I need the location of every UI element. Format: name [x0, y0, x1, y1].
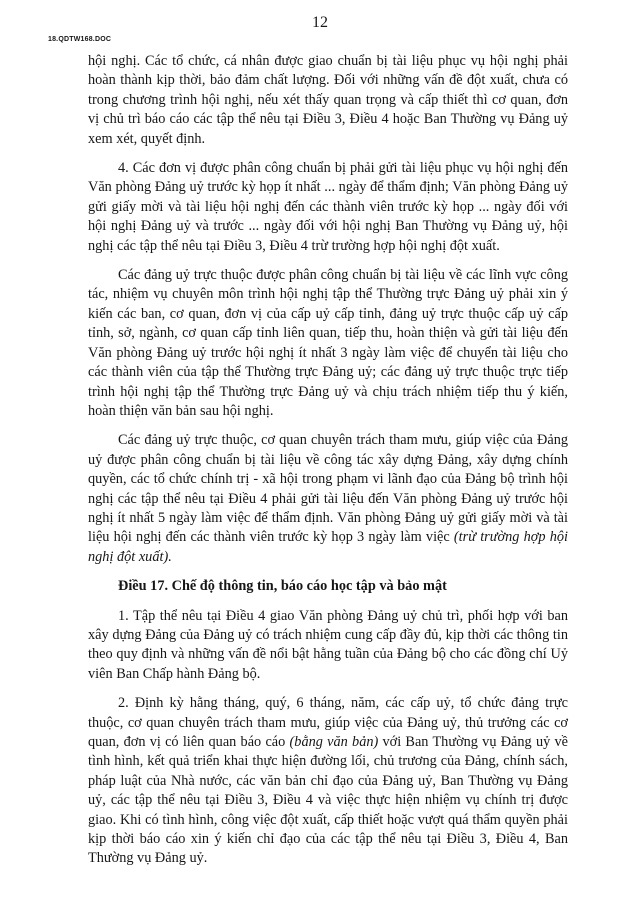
paragraph-clause-1: 1. Tập thể nêu tại Điều 4 giao Văn phòng Đảng uỷ chủ trì, phối hợp với ban xây dựng Đảng của Đảng uỷ có trách nhiệm cung cấp đầy đủ, kịp thời các thông tin theo quy định và những vấn đề nổi bật hằng tuần của Đảng bộ cho các đồng chí Uỷ viên Ban Chấp hành Đảng bộ.: [88, 607, 568, 682]
paragraph-clause-2: [88, 694, 568, 869]
page-number: 12: [312, 14, 328, 31]
paragraph-text: 2. Định kỳ hằng tháng, quý, 6 tháng, năm, các cấp uỷ, tổ chức đảng trực thuộc, cơ quan chuyên trách tham mưu, giúp việc của Đảng uỷ, thủ trưởng các cơ quan, đơn vị có liên quan báo cáo: [88, 695, 568, 750]
paragraph-continued: hội nghị. Các tổ chức, cá nhân được giao chuẩn bị tài liệu phục vụ hội nghị phải hoàn thành kịp thời, bảo đảm chất lượng. Đối với những vấn đề đột xuất, chưa có trong chương trình hội nghị, nếu xét thấy quan trọng và cấp thiết thì cơ quan, đơn vị chủ trì báo cáo các tập thể nêu tại Điều 3, Điều 4 hoặc Ban Thường vụ Đảng uỷ xem xét, quyết định.: [88, 53, 568, 147]
file-code: 18.QDTW168.DOC: [48, 36, 112, 43]
article-17-heading: Điều 17. Chế độ thông tin, báo cáo học tập và bảo mật: [118, 578, 447, 595]
paragraph-text: Các đảng uỷ trực thuộc, cơ quan chuyên trách tham mưu, giúp việc của Đảng uỷ được phân công chuẩn bị tài liệu về công tác xây dựng Đảng, xây dựng chính quyền, các tổ chức chính trị - xã hội trong phạm vi lãnh đạo của Đảng bộ trình hội nghị các tập thể nêu tại Điều 4 phải gửi tài liệu đến Văn phòng Đảng uỷ trước hội nghị ít nhất 5 ngày làm việc để thẩm định. Văn phòng Đảng uỷ gửi giấy mời và tài liệu hội nghị đến các thành viên trước kỳ họp 3 ngày làm việc: [88, 432, 568, 546]
document-body: [88, 52, 568, 869]
italic-note: (bằng văn bản): [289, 734, 379, 750]
italic-note: (trừ trường hợp hội nghị đột xuất).: [88, 529, 568, 565]
paragraph-text: với Ban Thường vụ Đảng uỷ về tình hình, kết quả triển khai thực hiện đường lối, chủ trương của Đảng, chính sách, pháp luật của Nhà nước, các văn bản chỉ đạo của Đảng uỷ, Ban Thường vụ Đảng uỷ, các tập thể nêu tại Điều 3, Điều 4 và việc thực hiện nhiệm vụ chính trị được giao. Khi có tình hình, công việc đột xuất, cấp thiết hoặc vượt quá thẩm quyền phải kịp thời báo cáo xin ý kiến chỉ đạo của các tập thể nêu tại Điều 3, Điều 4, Ban Thường vụ Đảng uỷ.: [88, 734, 568, 867]
paragraph-subordinate-committees: Các đảng uỷ trực thuộc được phân công chuẩn bị tài liệu về các lĩnh vực công tác, nhiệm vụ chuyên môn trình hội nghị tập thể Thường trực Đảng uỷ phải xin ý kiến các ban, cơ quan, đơn vị của cấp uỷ cấp tỉnh, đảng uỷ trực thuộc cấp uỷ cấp tỉnh, sở, ngành, cơ quan cấp tỉnh liên quan, tiếp thu, hoàn thiện và gửi tài liệu đến Văn phòng Đảng uỷ trước hội nghị ít nhất 3 ngày làm việc để chuyển tài liệu cho các thành viên của tập thể Thường trực Đảng uỷ; các đảng uỷ trực thuộc trực tiếp trình hội nghị tập thể Thường trực Đảng uỷ và chịu trách nhiệm tiếp thu ý kiến, hoàn thiện văn bản sau hội nghị.: [88, 267, 568, 419]
paragraph-clause-4: 4. Các đơn vị được phân công chuẩn bị phải gửi tài liệu phục vụ hội nghị đến Văn phòng Đảng uỷ trước kỳ họp ít nhất ... ngày để thẩm định; Văn phòng Đảng uỷ gửi giấy mời và tài liệu hội nghị đến các thành viên trước kỳ họp ... ngày đối với hội nghị Đảng uỷ và trước ... ngày đối với hội nghị Ban Thường vụ Đảng uỷ, hội nghị các tập thể nêu tại Điều 3, Điều 4 trừ trường hợp hội nghị đột xuất.: [88, 160, 568, 254]
paragraph-party-building-documents: [88, 431, 568, 567]
